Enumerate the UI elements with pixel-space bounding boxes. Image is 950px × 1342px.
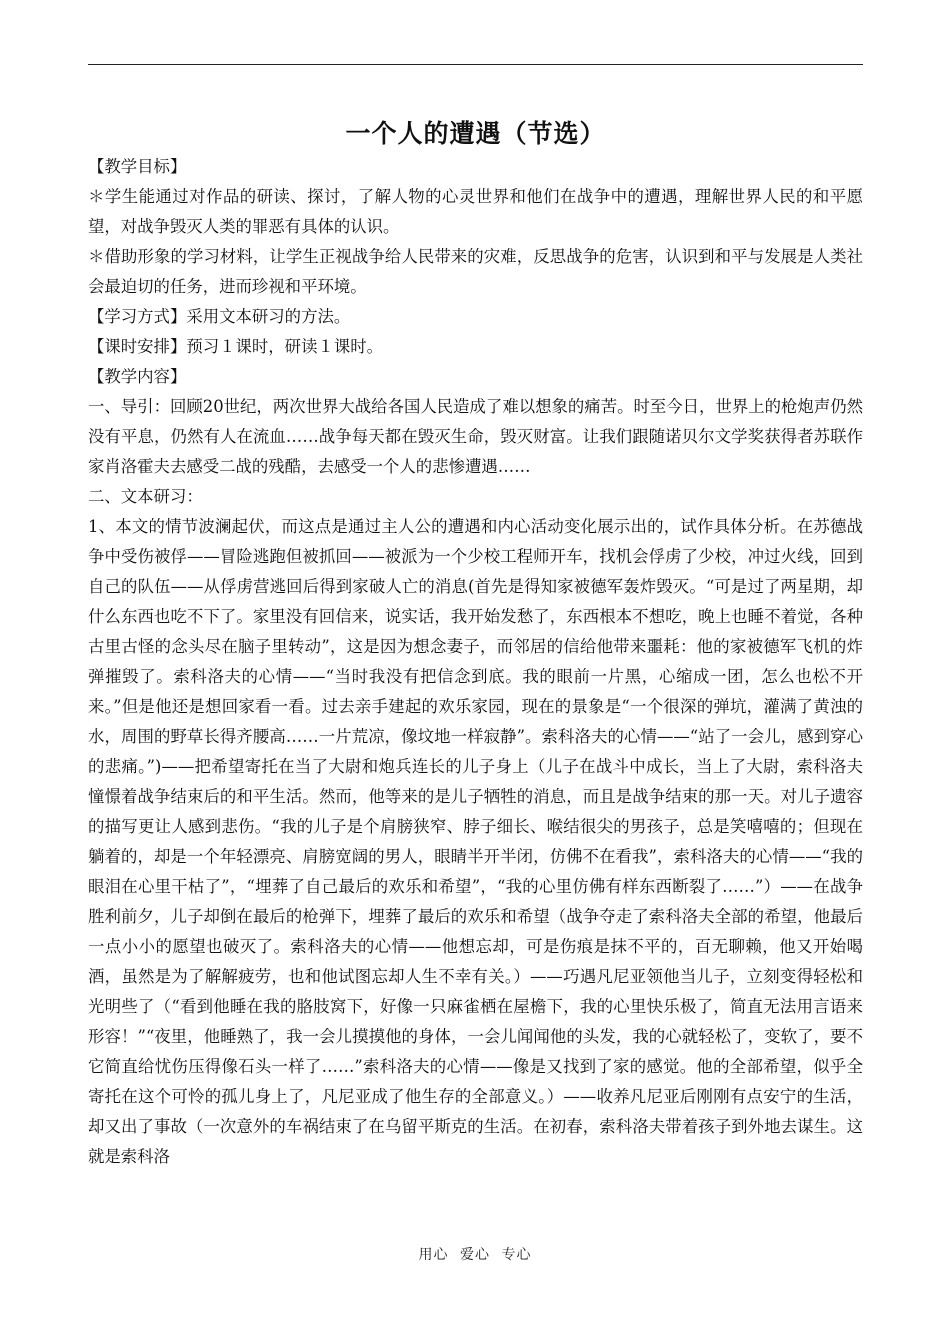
goal-item: ＊借助形象的学习材料，让学生正视战争给人民带来的灾难，反思战争的危害，认识到和平与发展是人类社会最迫切的任务，进而珍视和平环境。 [88,247,863,296]
introduction-paragraph: 一、导引：回顾20世纪，两次世界大战给各国人民造成了难以想象的痛苦。时至今日，世界上的枪炮声仍然没有平息，仍然有人在流血……战争每天都在毁灭生命，毁灭财富。让我们跟随诺贝尔文学奖获得者苏联作家肖洛霍夫去感受二战的残酷，去感受一个人的悲惨遭遇…… [88,397,863,476]
header-rule [88,64,863,65]
analysis-paragraph: 1、本文的情节波澜起伏，而这点是通过主人公的遭遇和内心活动变化展示出的，试作具体分析。在苏德战争中受伤被俘——冒险逃跑但被抓回——被派为一个少校工程师开车，找机会俘虏了少校，冲过火线，回到自己的队伍——从俘虏营逃回后得到家破人亡的消息(首先是得知家被德军轰炸毁灭。“可是过了两星期，却什么东西也吃不下了。家里没有回信来，说实话，我开始发愁了，东西根本不想吃，晚上也睡不着觉，各种古里古怪的念头尽在脑子里转动”，这是因为想念妻子，而邻居的信给他带来噩耗：他的家被德军飞机的炸弹摧毁了。索科洛夫的心情——“当时我没有把信念到底。我的眼前一片黑，心缩成一团，怎么也松不开来。”但是他还是想回家看一看。过去亲手建起的欢乐家园，现在的景象是“一个很深的弹坑，灌满了黄浊的水，周围的野草长得齐腰高……一片荒凉，像坟地一样寂静”。索科洛夫的心情——“站了一会儿，感到穿心的悲痛。”)——把希望寄托在当了大尉和炮兵连长的儿子身上（儿子在战斗中成长，当上了大尉，索科洛夫憧憬着战争结束后的和平生活。然而，他等来的是儿子牺牲的消息，而且是战争结束的那一天。对儿子遗容的描写更让人感到悲伤。“我的儿子是个肩膀狭窄、脖子细长、喉结很尖的男孩子，总是笑嘻嘻的；但现在躺着的，却是一个年轻漂亮、肩膀宽阔的男人，眼睛半开半闭，仿佛不在看我”，索科洛夫的心情——“我的眼泪在心里干枯了”，“埋葬了自己最后的欢乐和希望”，“我的心里仿佛有样东西断裂了……”）——在战争胜利前夕，儿子却倒在最后的枪弹下，埋葬了最后的欢乐和希望（战争夺走了索科洛夫全部的希望，他最后一点小小的愿望也破灭了。索科洛夫的心情——他想忘却，可是伤痕是抹不平的，百无聊赖，他又开始喝酒，虽然是为了解解疲劳，也和他试图忘却人生不幸有关。）——巧遇凡尼亚领他当儿子，立刻变得轻松和光明些了（“看到他睡在我的胳肢窝下，好像一只麻雀栖在屋檐下，我的心里快乐极了，简直无法用言语来形容！”“夜里，他睡熟了，我一会儿摸摸他的身体，一会儿闻闻他的头发，我的心就轻松了，变软了，要不它简直给忧伤压得像石头一样了……”索科洛夫的心情——像是又找到了家的感觉。他的全部希望，似乎全寄托在这个可怜的孤儿身上了，凡尼亚成了他生存的全部意义。）——收养凡尼亚后刚刚有点安宁的生活，却又出了事故（一次意外的车祸结束了在乌留平斯克的生活。在初春，索科洛夫带着孩子到外地去谋生。这就是索科洛 [88,517,863,1166]
document-title: 一个人的遭遇（节选） [345,119,606,148]
goal-item: ＊学生能通过对作品的研读、探讨，了解人物的心灵世界和他们在战争中的遭遇，理解世界人民的和平愿望，对战争毁灭人类的罪恶有具体的认识。 [88,187,863,236]
section-heading-goals: 【教学目标】 [88,157,187,176]
schedule: 【课时安排】预习１课时，研读１课时。 [88,337,384,356]
learning-method: 【学习方式】采用文本研习的方法。 [88,307,351,326]
page-footer: 用心 爱心 专心 [418,1247,532,1263]
section-heading-content: 【教学内容】 [88,367,187,386]
section-heading-study: 二、文本研习： [88,487,203,506]
document-body [88,152,863,1172]
